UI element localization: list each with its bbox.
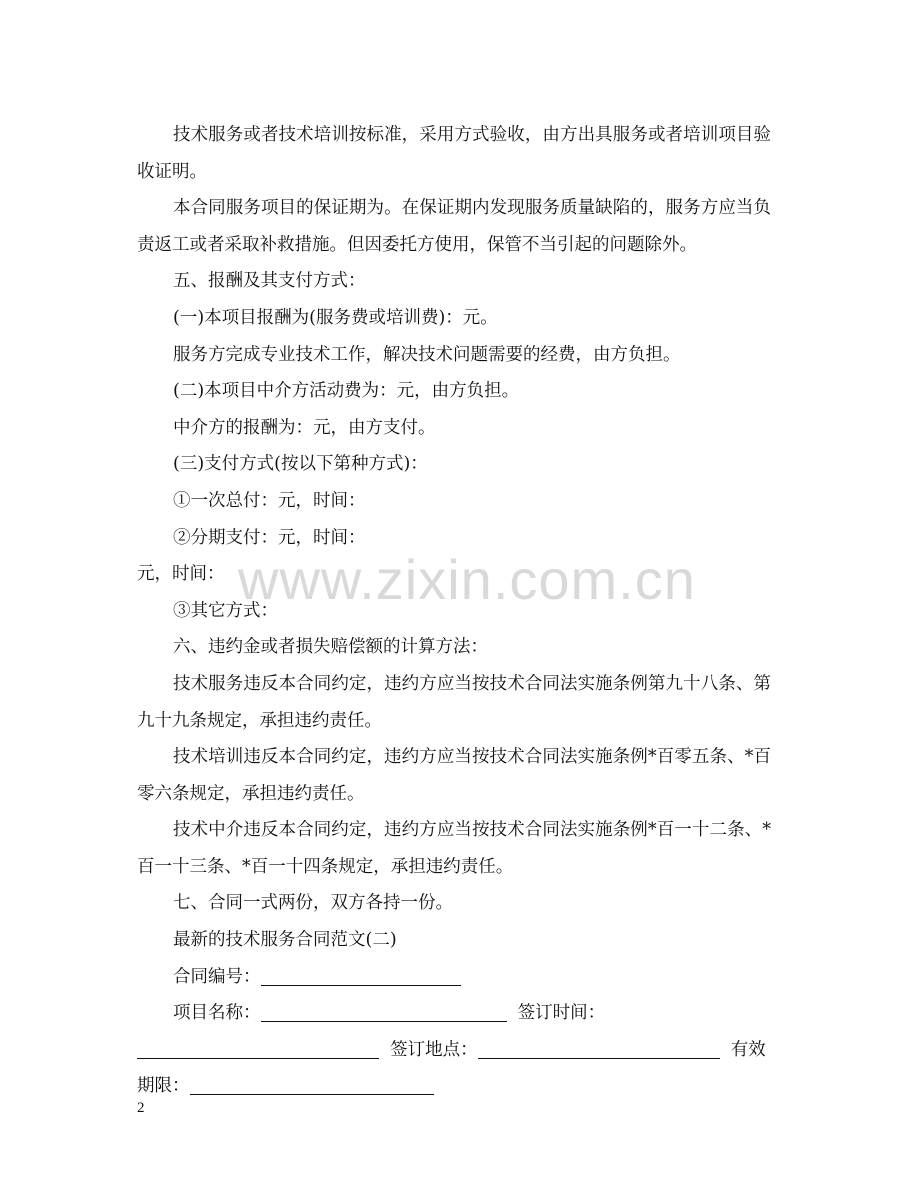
project-name-blank xyxy=(261,999,507,1022)
heading-section-7: 七、合同一式两份，双方各持一份。 xyxy=(173,893,453,914)
validity-line xyxy=(137,1068,771,1105)
heading-section-6: 六、违约金或者损失赔偿额的计算方法： xyxy=(173,637,488,658)
paragraph-remuneration: (一)本项目报酬为(服务费或培训费)：元。 xyxy=(173,307,498,328)
paragraph-intermediary-fee: (二)本项目中介方活动费为：元，由方负担。 xyxy=(173,381,520,402)
paragraph-training-breach: 技术培训违反本合同约定，违约方应当按技术合同法实施条例*百零五条、*百零六条规定，承担违约责任。 xyxy=(137,747,771,804)
sign-time-blank xyxy=(137,1036,379,1059)
paragraph-installment-cont: 元，时间： xyxy=(137,564,225,585)
paragraph-intermediary-breach: 技术中介违反本合同约定，违约方应当按技术合同法实施条例*百一十二条、*百一十三条、*百一十四条规定，承担违约责任。 xyxy=(137,820,771,877)
project-name-line xyxy=(137,995,771,1032)
sign-place-line xyxy=(137,1032,771,1069)
sign-place-label: 签订地点： xyxy=(390,1039,478,1060)
paragraph-installment: ②分期支付：元，时间： xyxy=(173,527,366,548)
watermark: www.zixin.com.cn xyxy=(238,548,696,611)
project-name-label: 项目名称： xyxy=(173,1003,261,1024)
contract-number-line xyxy=(137,959,771,996)
paragraph-warranty: 本合同服务项目的保证期为。在保证期内发现服务质量缺陷的，服务方应当负责返工或者采取补救措施。但因委托方使用，保管不当引起的问题除外。 xyxy=(137,198,771,255)
paragraph-acceptance: 技术服务或者技术培训按标准，采用方式验收，由方出具服务或者培训项目验收证明。 xyxy=(137,125,771,182)
paragraph-other-method: ③其它方式： xyxy=(173,600,278,621)
sign-time-label: 签订时间： xyxy=(517,1003,606,1024)
document-body xyxy=(137,117,771,1105)
paragraph-intermediary-pay: 中介方的报酬为：元，由方支付。 xyxy=(173,417,436,438)
sign-place-blank xyxy=(478,1036,720,1059)
validity-blank xyxy=(190,1072,434,1095)
paragraph-expenses: 服务方完成专业技术工作，解决技术问题需要的经费，由方负担。 xyxy=(173,344,681,365)
paragraph-payment-method: (三)支付方式(按以下第种方式)： xyxy=(173,454,428,475)
page-number: 2 xyxy=(137,1100,145,1116)
paragraph-service-breach: 技术服务违反本合同约定，违约方应当按技术合同法实施条例第九十八条、第九十九条规定，承担违约责任。 xyxy=(137,673,771,731)
contract-number-blank xyxy=(261,963,461,986)
heading-section-5: 五、报酬及其支付方式： xyxy=(173,271,366,292)
paragraph-lump-sum: ①一次总付：元，时间： xyxy=(173,490,366,511)
contract-number-label: 合同编号： xyxy=(173,966,261,987)
document-subtitle: 最新的技术服务合同范文(二) xyxy=(173,930,397,951)
validity-label-start: 有效 xyxy=(730,1039,766,1060)
validity-label-end: 期限： xyxy=(137,1076,190,1097)
